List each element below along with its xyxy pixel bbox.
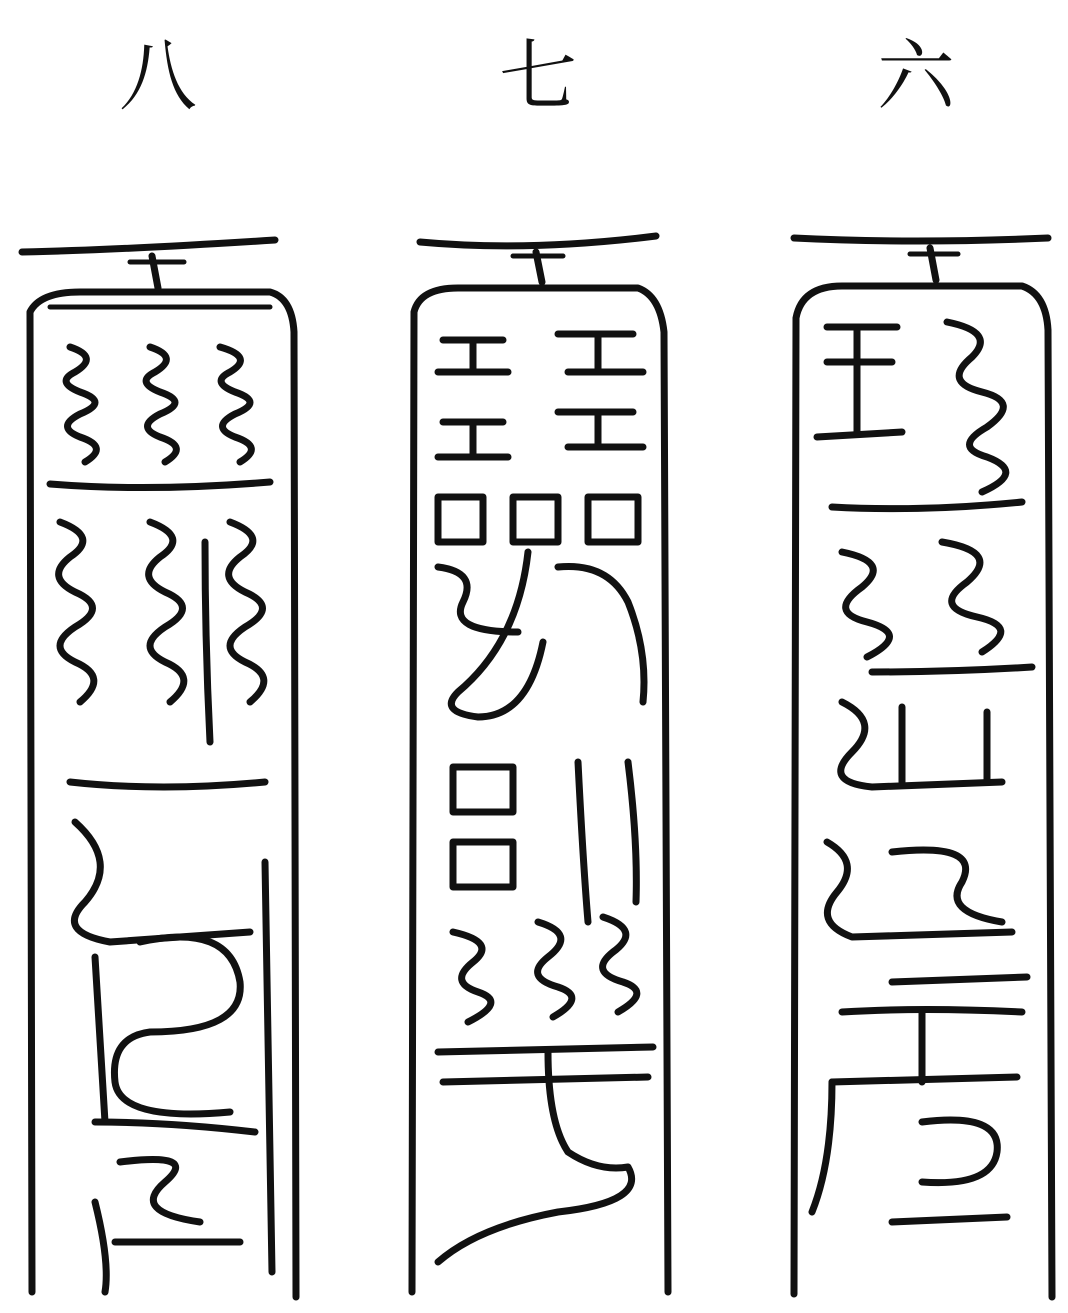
- seal-script-column-left: [0, 222, 300, 1302]
- seal-top-bar: [794, 238, 1048, 241]
- seal-vertical: [812, 1012, 922, 1212]
- seal-curve: [558, 566, 644, 702]
- seal-wave: [220, 347, 251, 462]
- seal-curve: [438, 567, 518, 632]
- seal-vertical: [578, 762, 588, 922]
- seal-curve: [922, 1120, 997, 1183]
- seal-wave: [942, 542, 1001, 652]
- seal-script-column-right: [772, 222, 1068, 1302]
- seal-glyph-kou: [588, 497, 638, 542]
- seal-glyph-kou: [453, 842, 513, 887]
- seal-glyph-kou: [453, 767, 513, 812]
- seal-bar: [872, 667, 1032, 672]
- seal-bar: [832, 1077, 1017, 1082]
- seal-top-bar: [420, 236, 656, 246]
- seal-wave: [453, 932, 491, 1022]
- seal-vertical: [902, 707, 987, 782]
- seal-vertical: [265, 862, 272, 1272]
- seal-vertical: [628, 762, 636, 902]
- seal-glyph-gong: [438, 422, 508, 457]
- seal-wave: [538, 922, 572, 1017]
- seal-curve: [841, 702, 1002, 787]
- seal-wave: [59, 522, 94, 702]
- seal-bar: [95, 1122, 255, 1132]
- numeral-seven: 七: [498, 32, 577, 122]
- seal-glyph-gong: [558, 334, 643, 372]
- seal-glyph: [817, 327, 902, 437]
- seal-curve: [114, 937, 240, 1114]
- seal-curve: [74, 822, 250, 942]
- seal-wave: [947, 322, 1006, 492]
- seal-glyph-kou: [513, 497, 558, 542]
- seal-bar: [832, 502, 1022, 509]
- seal-vertical: [205, 542, 210, 742]
- seal-vertical: [95, 1202, 106, 1292]
- seal-wave: [146, 347, 176, 462]
- seal-drawing-left: [0, 222, 300, 1302]
- seal-curve: [120, 1160, 200, 1223]
- seal-curve: [892, 850, 1002, 922]
- seal-glyph-kou: [438, 497, 483, 542]
- seal-frame: [30, 292, 296, 1297]
- seal-curve: [827, 842, 1012, 937]
- seal-drawing-middle: [398, 222, 698, 1302]
- seal-bar: [70, 782, 265, 787]
- seal-glyph-gong: [438, 340, 508, 372]
- numeral-eight: 八: [118, 32, 197, 122]
- seal-glyph-gong: [558, 412, 643, 447]
- seal-wave: [66, 347, 96, 462]
- seal-bar: [50, 482, 270, 488]
- seal-wave: [842, 552, 890, 657]
- seal-wave: [149, 522, 184, 702]
- seal-top-bar: [22, 240, 275, 252]
- seal-script-column-middle: [398, 222, 698, 1302]
- seal-bar: [892, 977, 1027, 982]
- seal-bar: [892, 1217, 1007, 1222]
- seal-vertical: [95, 957, 105, 1122]
- numeral-six: 六: [876, 32, 955, 122]
- seal-drawing-right: [772, 222, 1068, 1302]
- seal-wave: [229, 522, 264, 702]
- seal-bar: [842, 1010, 1022, 1013]
- seal-wave: [603, 917, 637, 1012]
